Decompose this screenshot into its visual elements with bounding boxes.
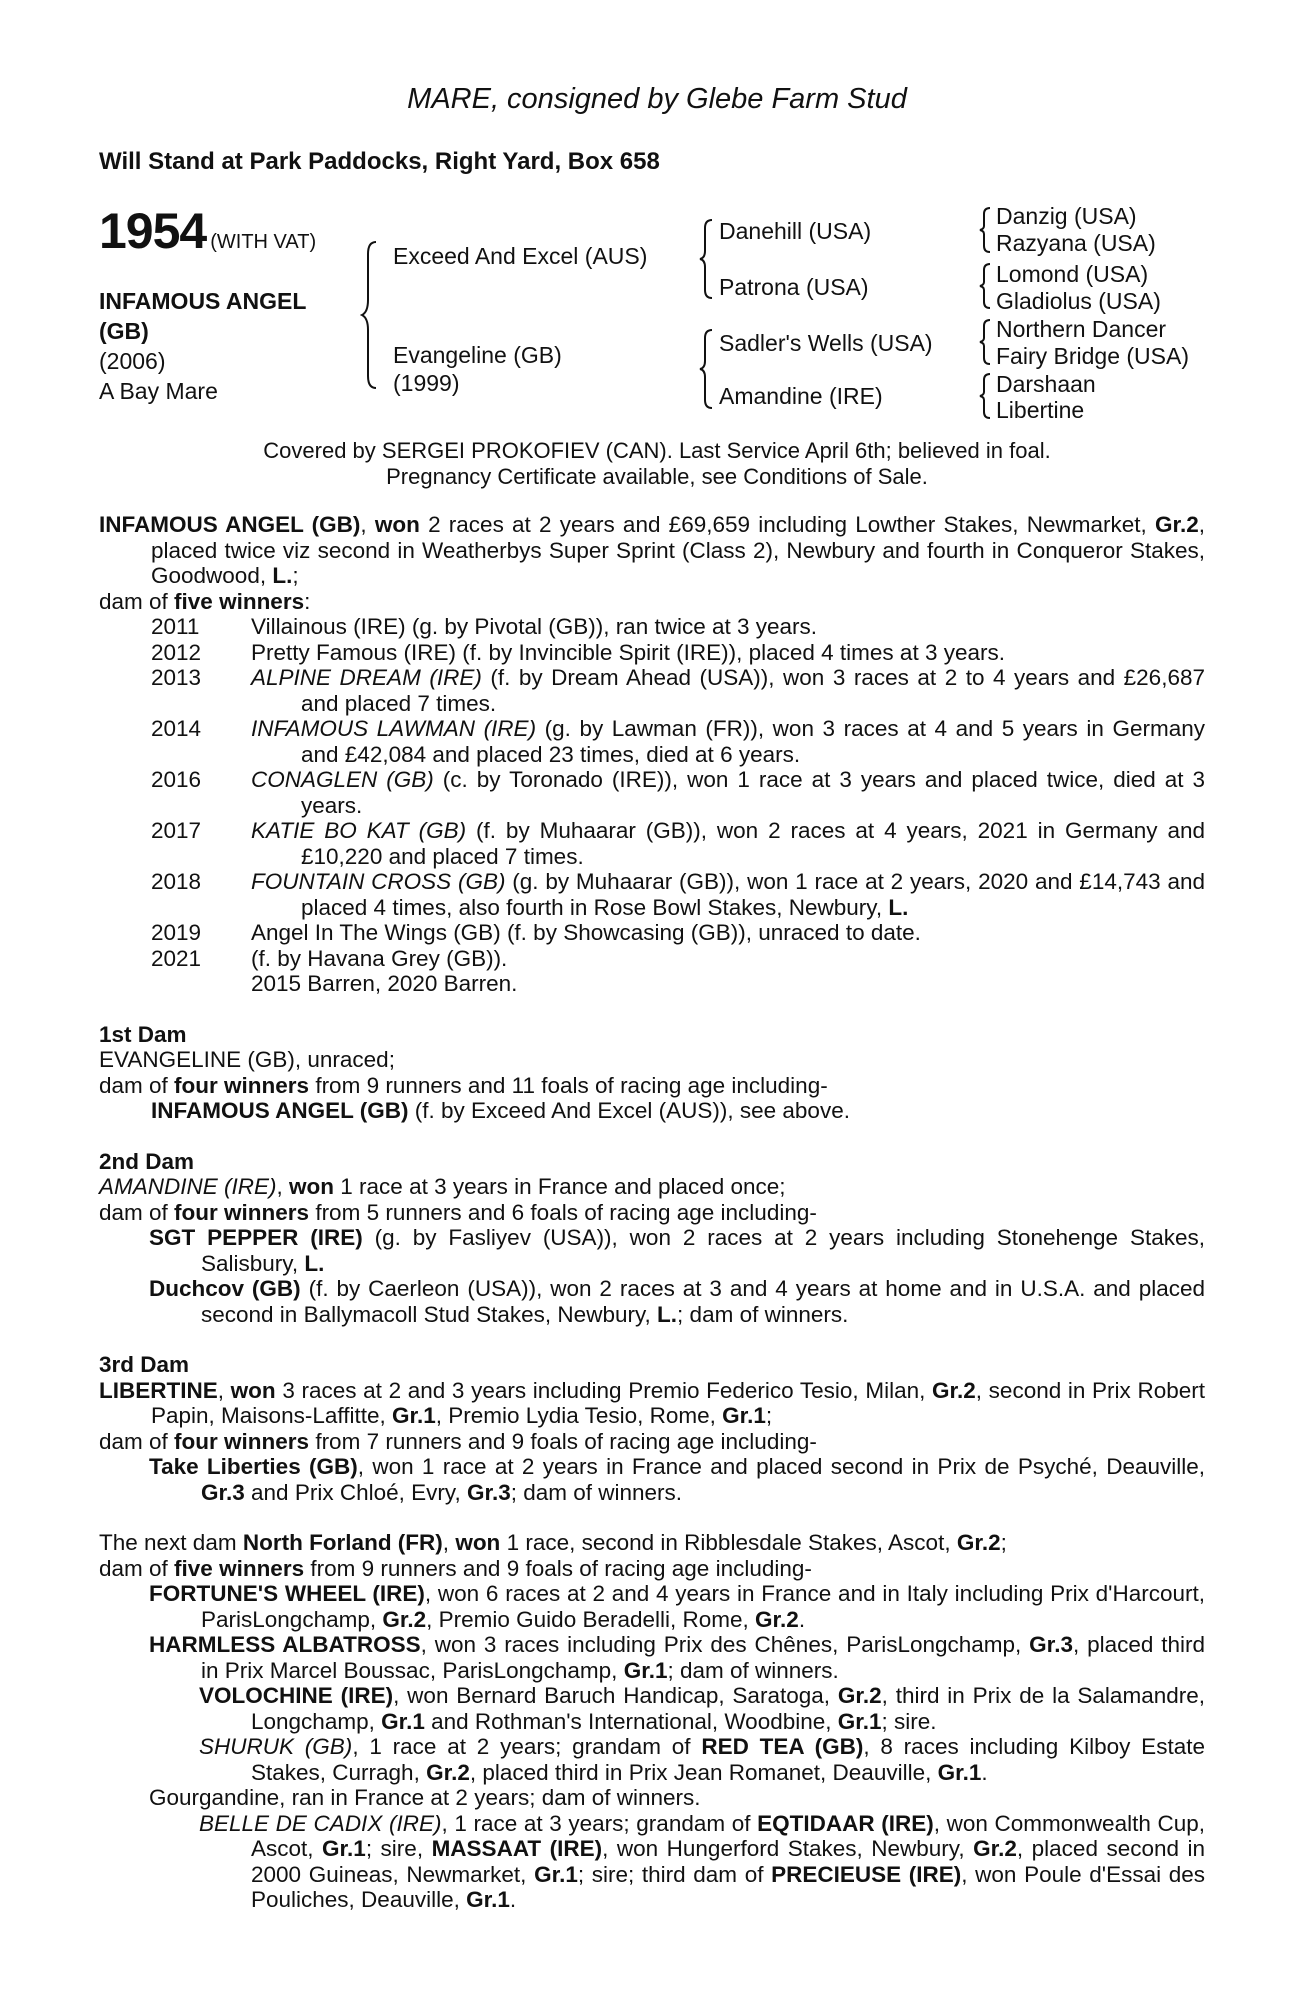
- pedigree-gs2: Razyana (USA): [996, 230, 1156, 256]
- horse-description: A Bay Mare: [99, 378, 218, 404]
- progeny-list: [99, 614, 1205, 997]
- main-dam-of: dam of five winners:: [99, 588, 311, 614]
- pedigree-dam-dam: Amandine (IRE): [719, 383, 883, 409]
- pedigree-sire: Exceed And Excel (AUS): [393, 243, 648, 269]
- progeny-row: [99, 665, 1205, 716]
- nextdam-entry-harmless-albatross: HARMLESS ALBATROSS, won 3 races including Prix des Chênes, ParisLongchamp, Gr.3, placed third in Prix Marcel Boussac, ParisLongchamp, Gr.1; dam of winners.: [149, 1632, 1205, 1683]
- dam3-line1: LIBERTINE, won 3 races at 2 and 3 years including Premio Federico Tesio, Milan, Gr.2, second in Prix Robert Papin, Maisons-Laffitte, Gr.1, Premio Lydia Tesio, Rome, Gr.1;: [99, 1377, 1205, 1428]
- horse-year: (2006): [99, 348, 166, 374]
- progeny-detail: (c. by Toronado (IRE)), won 1 race at 3 years and placed twice, died at 3 years.: [301, 767, 1205, 818]
- pedigree-brace-gs1: [978, 206, 992, 254]
- horse-name: INFAMOUS ANGEL: [99, 288, 307, 314]
- progeny-detail: (g. by Muhaarar (GB)), won 1 race at 2 years, 2020 and £14,743 and placed 4 times, also fourth in Rose Bowl Stakes, Newbury,: [301, 869, 1205, 920]
- stand-location: Will Stand at Park Paddocks, Right Yard, Box 658: [99, 148, 660, 175]
- progeny-name: ALPINE DREAM (IRE): [251, 665, 482, 690]
- progeny-text: [251, 869, 1205, 920]
- nextdam-entry-belle-de-cadix: BELLE DE CADIX (IRE), 1 race at 3 years; grandam of EQTIDAAR (IRE), won Commonwealth Cup, Ascot, Gr.1; sire, MASSAAT (IRE), won Hungerford Stakes, Newbury, Gr.2, placed second in 2000 Guineas, Newmarket, Gr.1; sire; third dam of PRECIEUSE (IRE), won Poule d'Essai des Pouliches, Deauville, Gr.1.: [199, 1810, 1206, 1912]
- progeny-year: 2013: [151, 665, 202, 690]
- dam1-line1: EVANGELINE (GB), unraced;: [99, 1047, 395, 1072]
- progeny-year: 2018: [151, 869, 202, 894]
- progeny-row: [99, 869, 1205, 920]
- progeny-detail: Villainous (IRE) (g. by Pivotal (GB)), ran twice at 3 years.: [251, 614, 818, 639]
- covered-line-2: Pregnancy Certificate available, see Conditions of Sale.: [386, 464, 928, 489]
- progeny-detail: (f. by Havana Grey (GB)).: [251, 945, 508, 971]
- pedigree-dam: Evangeline (GB): [393, 342, 562, 368]
- progeny-detail: Angel In The Wings (GB) (f. by Showcasing (GB)), unraced to date.: [251, 920, 921, 945]
- progeny-row: [99, 971, 1205, 997]
- progeny-row: [99, 946, 1205, 972]
- progeny-row: [99, 818, 1205, 869]
- pedigree-dam-year: (1999): [393, 370, 460, 396]
- progeny-name: KATIE BO KAT (GB): [251, 818, 467, 843]
- dam1-heading: 1st Dam: [99, 1021, 187, 1047]
- covered-note: [0, 438, 1314, 490]
- progeny-row: [99, 716, 1205, 767]
- horse-info: [99, 286, 306, 406]
- nextdam-entry-fortunes-wheel: FORTUNE'S WHEEL (IRE), won 6 races at 2 and 4 years in France and in Italy including Prix d'Harcourt, ParisLongchamp, Gr.2, Premio Guido Beradelli, Rome, Gr.2.: [149, 1581, 1205, 1632]
- progeny-year: 2012: [151, 639, 202, 665]
- progeny-detail: 2015 Barren, 2020 Barren.: [251, 971, 518, 996]
- progeny-listed-mark: L.: [888, 894, 909, 920]
- progeny-year: 2014: [151, 716, 202, 741]
- progeny-year: 2016: [151, 767, 202, 792]
- pedigree-brace-gs3: [978, 318, 992, 366]
- pedigree-gs5: Northern Dancer: [996, 316, 1167, 342]
- dam2-line2: dam of four winners from 5 runners and 6 foals of racing age including-: [99, 1199, 817, 1225]
- progeny-text: [251, 640, 1205, 666]
- pedigree-gs4: Gladiolus (USA): [996, 288, 1161, 314]
- pedigree-brace-gs2: [978, 262, 992, 310]
- dam3-entry-1: Take Liberties (GB), won 1 race at 2 years in France and placed second in Prix de Psyché, Deauville, Gr.3 and Prix Chloé, Evry, Gr.3; dam of winners.: [149, 1454, 1205, 1505]
- lot-header: [99, 202, 316, 260]
- progeny-text: [251, 614, 1205, 640]
- progeny-year: 2017: [151, 818, 202, 843]
- page-title: MARE, consigned by Glebe Farm Stud: [407, 83, 907, 115]
- progeny-detail: (f. by Muhaarar (GB)), won 2 races at 4 years, 2021 in Germany and £10,220 and placed 7 times.: [301, 818, 1205, 869]
- dam2-line1: AMANDINE (IRE), won 1 race at 3 years in France and placed once;: [99, 1174, 786, 1199]
- progeny-year: 2021: [151, 945, 202, 971]
- progeny-text: [251, 920, 1205, 946]
- pedigree-sire-sire: Danehill (USA): [719, 218, 872, 244]
- progeny-name: INFAMOUS LAWMAN (IRE): [251, 716, 537, 741]
- nextdam-entry-shuruk: SHURUK (GB), 1 race at 2 years; grandam of RED TEA (GB), 8 races including Kilboy Estate Stakes, Curragh, Gr.2, placed third in Prix Jean Romanet, Deauville, Gr.1.: [199, 1734, 1205, 1785]
- progeny-text: [251, 665, 1205, 716]
- progeny-text: [251, 971, 1205, 997]
- progeny-row: [99, 640, 1205, 666]
- progeny-detail: Pretty Famous (IRE) (f. by Invincible Spirit (IRE)), placed 4 times at 3 years.: [251, 639, 1005, 665]
- progeny-row: [99, 614, 1205, 640]
- dam2-heading: 2nd Dam: [99, 1148, 195, 1174]
- progeny-text: [251, 946, 1205, 972]
- pedigree-gs1: Danzig (USA): [996, 203, 1137, 229]
- nextdam-entry-gourgandine: Gourgandine, ran in France at 2 years; dam of winners.: [149, 1785, 701, 1810]
- progeny-year: [99, 971, 251, 997]
- progeny-text: [251, 818, 1205, 869]
- pedigree-gs8: Libertine: [996, 397, 1085, 423]
- pedigree-gs6: Fairy Bridge (USA): [996, 343, 1189, 369]
- progeny-year: 2011: [151, 614, 200, 639]
- pedigree-brace-gs4: [978, 372, 992, 420]
- pedigree-sire-dam: Patrona (USA): [719, 274, 869, 300]
- dam3-line2: dam of four winners from 7 runners and 9 foals of racing age including-: [99, 1428, 817, 1454]
- pedigree-gs7: Darshaan: [996, 371, 1096, 397]
- progeny-text: [251, 716, 1205, 767]
- nextdam-line1: The next dam North Forland (FR), won 1 race, second in Ribblesdale Stakes, Ascot, Gr.2;: [99, 1530, 1007, 1555]
- progeny-detail: (f. by Dream Ahead (USA)), won 3 races at 2 to 4 years and £26,687 and placed 7 times.: [301, 665, 1205, 716]
- progeny-detail: (g. by Lawman (FR)), won 3 races at 4 and 5 years in Germany and £42,084 and placed 23 times, died at 6 years.: [301, 716, 1205, 767]
- pedigree-dam-sire: Sadler's Wells (USA): [719, 330, 933, 356]
- pedigree-brace-sire: [698, 218, 714, 300]
- nextdam-entry-volochine: VOLOCHINE (IRE), won Bernard Baruch Handicap, Saratoga, Gr.2, third in Prix de la Salamandre, Longchamp, Gr.1 and Rothman's International, Woodbine, Gr.1; sire.: [199, 1683, 1205, 1734]
- dam1-entry: INFAMOUS ANGEL (GB) (f. by Exceed And Excel (AUS)), see above.: [151, 1098, 850, 1123]
- nextdam-line2: dam of five winners from 9 runners and 9 foals of racing age including-: [99, 1555, 812, 1581]
- progeny-year: 2019: [151, 920, 202, 945]
- progeny-text: [251, 767, 1205, 818]
- catalogue-body: [99, 512, 1205, 1913]
- pedigree-brace-dam: [698, 328, 714, 410]
- pedigree-brace-main: [360, 240, 380, 390]
- lot-number: 1954: [99, 203, 207, 259]
- covered-line-1: Covered by SERGEI PROKOFIEV (CAN). Last Service April 6th; believed in foal.: [263, 438, 1051, 463]
- dam2-entry-2: Duchcov (GB) (f. by Caerleon (USA)), won 2 races at 3 and 4 years at home and in U.S.A. and placed second in Ballymacoll Stud Stakes, Newbury, L.; dam of winners.: [149, 1276, 1206, 1327]
- progeny-row: [99, 767, 1205, 818]
- progeny-row: [99, 920, 1205, 946]
- horse-country: (GB): [99, 318, 149, 344]
- pedigree-gs3: Lomond (USA): [996, 261, 1149, 287]
- vat-note: (WITH VAT): [210, 231, 317, 253]
- progeny-name: FOUNTAIN CROSS (GB): [251, 869, 506, 894]
- progeny-name: CONAGLEN (GB): [251, 767, 434, 792]
- dam3-heading: 3rd Dam: [99, 1352, 190, 1377]
- dam2-entry-1: SGT PEPPER (IRE) (g. by Fasliyev (USA)), won 2 races at 2 years including Stonehenge Stakes, Salisbury, L.: [149, 1225, 1205, 1276]
- main-record: INFAMOUS ANGEL (GB), won 2 races at 2 years and £69,659 including Lowther Stakes, Newmarket, Gr.2, placed twice viz second in Weatherbys Super Sprint (Class 2), Newbury and fourth in Conqueror Stakes, Goodwood, L.;: [99, 512, 1205, 588]
- dam1-line2: dam of four winners from 9 runners and 11 foals of racing age including-: [99, 1072, 828, 1098]
